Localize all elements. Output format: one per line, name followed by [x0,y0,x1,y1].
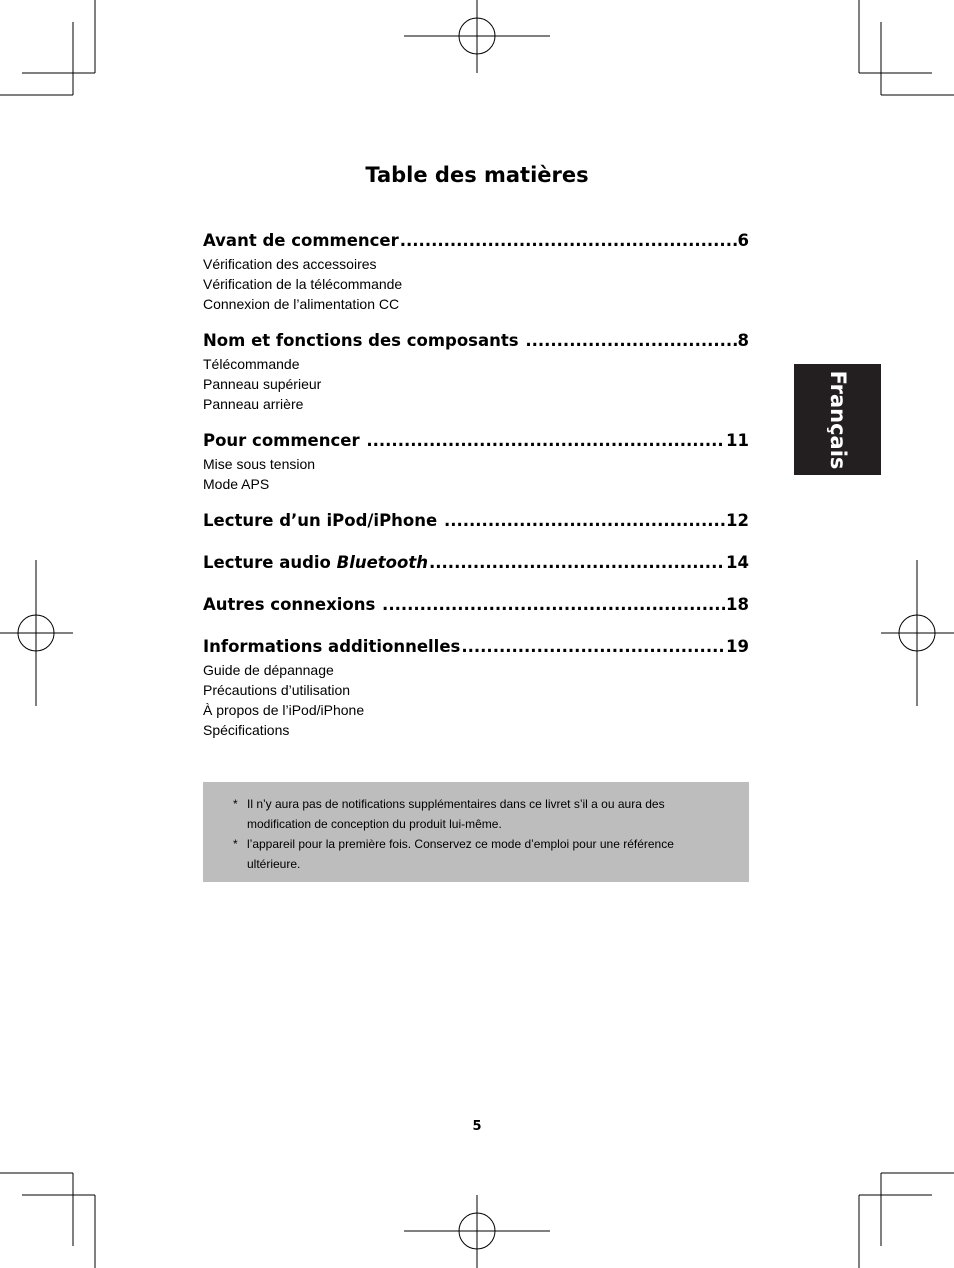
toc-entry-link[interactable] [203,550,749,576]
toc-subitem: Vérification des accessoires [203,256,377,272]
dot-leader [400,228,737,254]
toc-entry-link[interactable] [203,508,749,534]
toc-section [203,508,749,550]
toc-subitem: Télécommande [203,356,300,372]
table-of-contents [203,228,749,740]
dot-leader [429,550,725,576]
toc-entry-page: 8 [737,331,749,350]
asterisk-bullet: * [233,837,238,851]
toc-subitem: Connexion de l’alimentation CC [203,296,400,312]
note-text: Il n’y aura pas de notifications supplémentaires dans ce livret s’il a ou aura des modification de conception du produit lui-même. [247,797,665,831]
dot-leader [461,634,725,660]
toc-section [203,328,749,428]
toc-entry-title: Pour commencer [203,431,366,450]
page-number: 5 [472,1119,482,1134]
note-text: l’appareil pour la première fois. Conservez ce mode d’emploi pour une référence ultérieure. [247,837,674,871]
toc-entry-page: 12 [726,511,749,530]
note-box [203,782,749,882]
language-tab-label: Français [825,370,850,469]
language-tab [794,364,881,475]
toc-entry-page: 19 [726,637,749,656]
note-item [233,794,729,834]
toc-entry-title: Lecture d’un iPod/iPhone [203,511,443,530]
page-title: Table des matières [365,163,589,187]
toc-subitem: À propos de l’iPod/iPhone [203,702,365,718]
toc-entry-page: 11 [726,431,749,450]
toc-section [203,592,749,634]
toc-entry-page: 6 [737,231,749,250]
dot-leader [366,428,725,454]
dot-leader [382,592,725,618]
toc-subitem: Panneau arrière [203,396,304,412]
toc-subitem: Précautions d’utilisation [203,682,351,698]
toc-section [203,228,749,328]
toc-entry-title: Nom et fonctions des composants [203,331,525,350]
dot-leader [444,508,725,534]
toc-entry-link[interactable] [203,428,749,454]
toc-entry-link[interactable] [203,228,749,254]
toc-entry-page: 18 [726,595,749,614]
toc-entry-link[interactable] [203,592,749,618]
toc-entry-title: Autres connexions [203,595,382,614]
toc-subitem: Spécifications [203,722,290,738]
toc-entry-title: Lecture audio [203,553,337,572]
toc-subitem: Mise sous tension [203,456,316,472]
asterisk-bullet: * [233,797,238,811]
toc-subitem: Guide de dépannage [203,662,334,678]
toc-section [203,428,749,508]
toc-entry-page: 14 [726,553,749,572]
toc-entry-title-emphasis: Bluetooth [336,553,428,572]
dot-leader [525,328,736,354]
toc-section [203,550,749,592]
toc-subitem: Mode APS [203,476,270,492]
toc-subitem: Vérification de la télécommande [203,276,403,292]
toc-entry-title: Informations additionnelles [203,637,461,656]
toc-section [203,634,749,740]
note-item [233,834,729,874]
toc-subitem: Panneau supérieur [203,376,322,392]
toc-entry-title: Avant de commencer [203,231,399,250]
toc-entry-link[interactable] [203,328,749,354]
toc-entry-link[interactable] [203,634,749,660]
